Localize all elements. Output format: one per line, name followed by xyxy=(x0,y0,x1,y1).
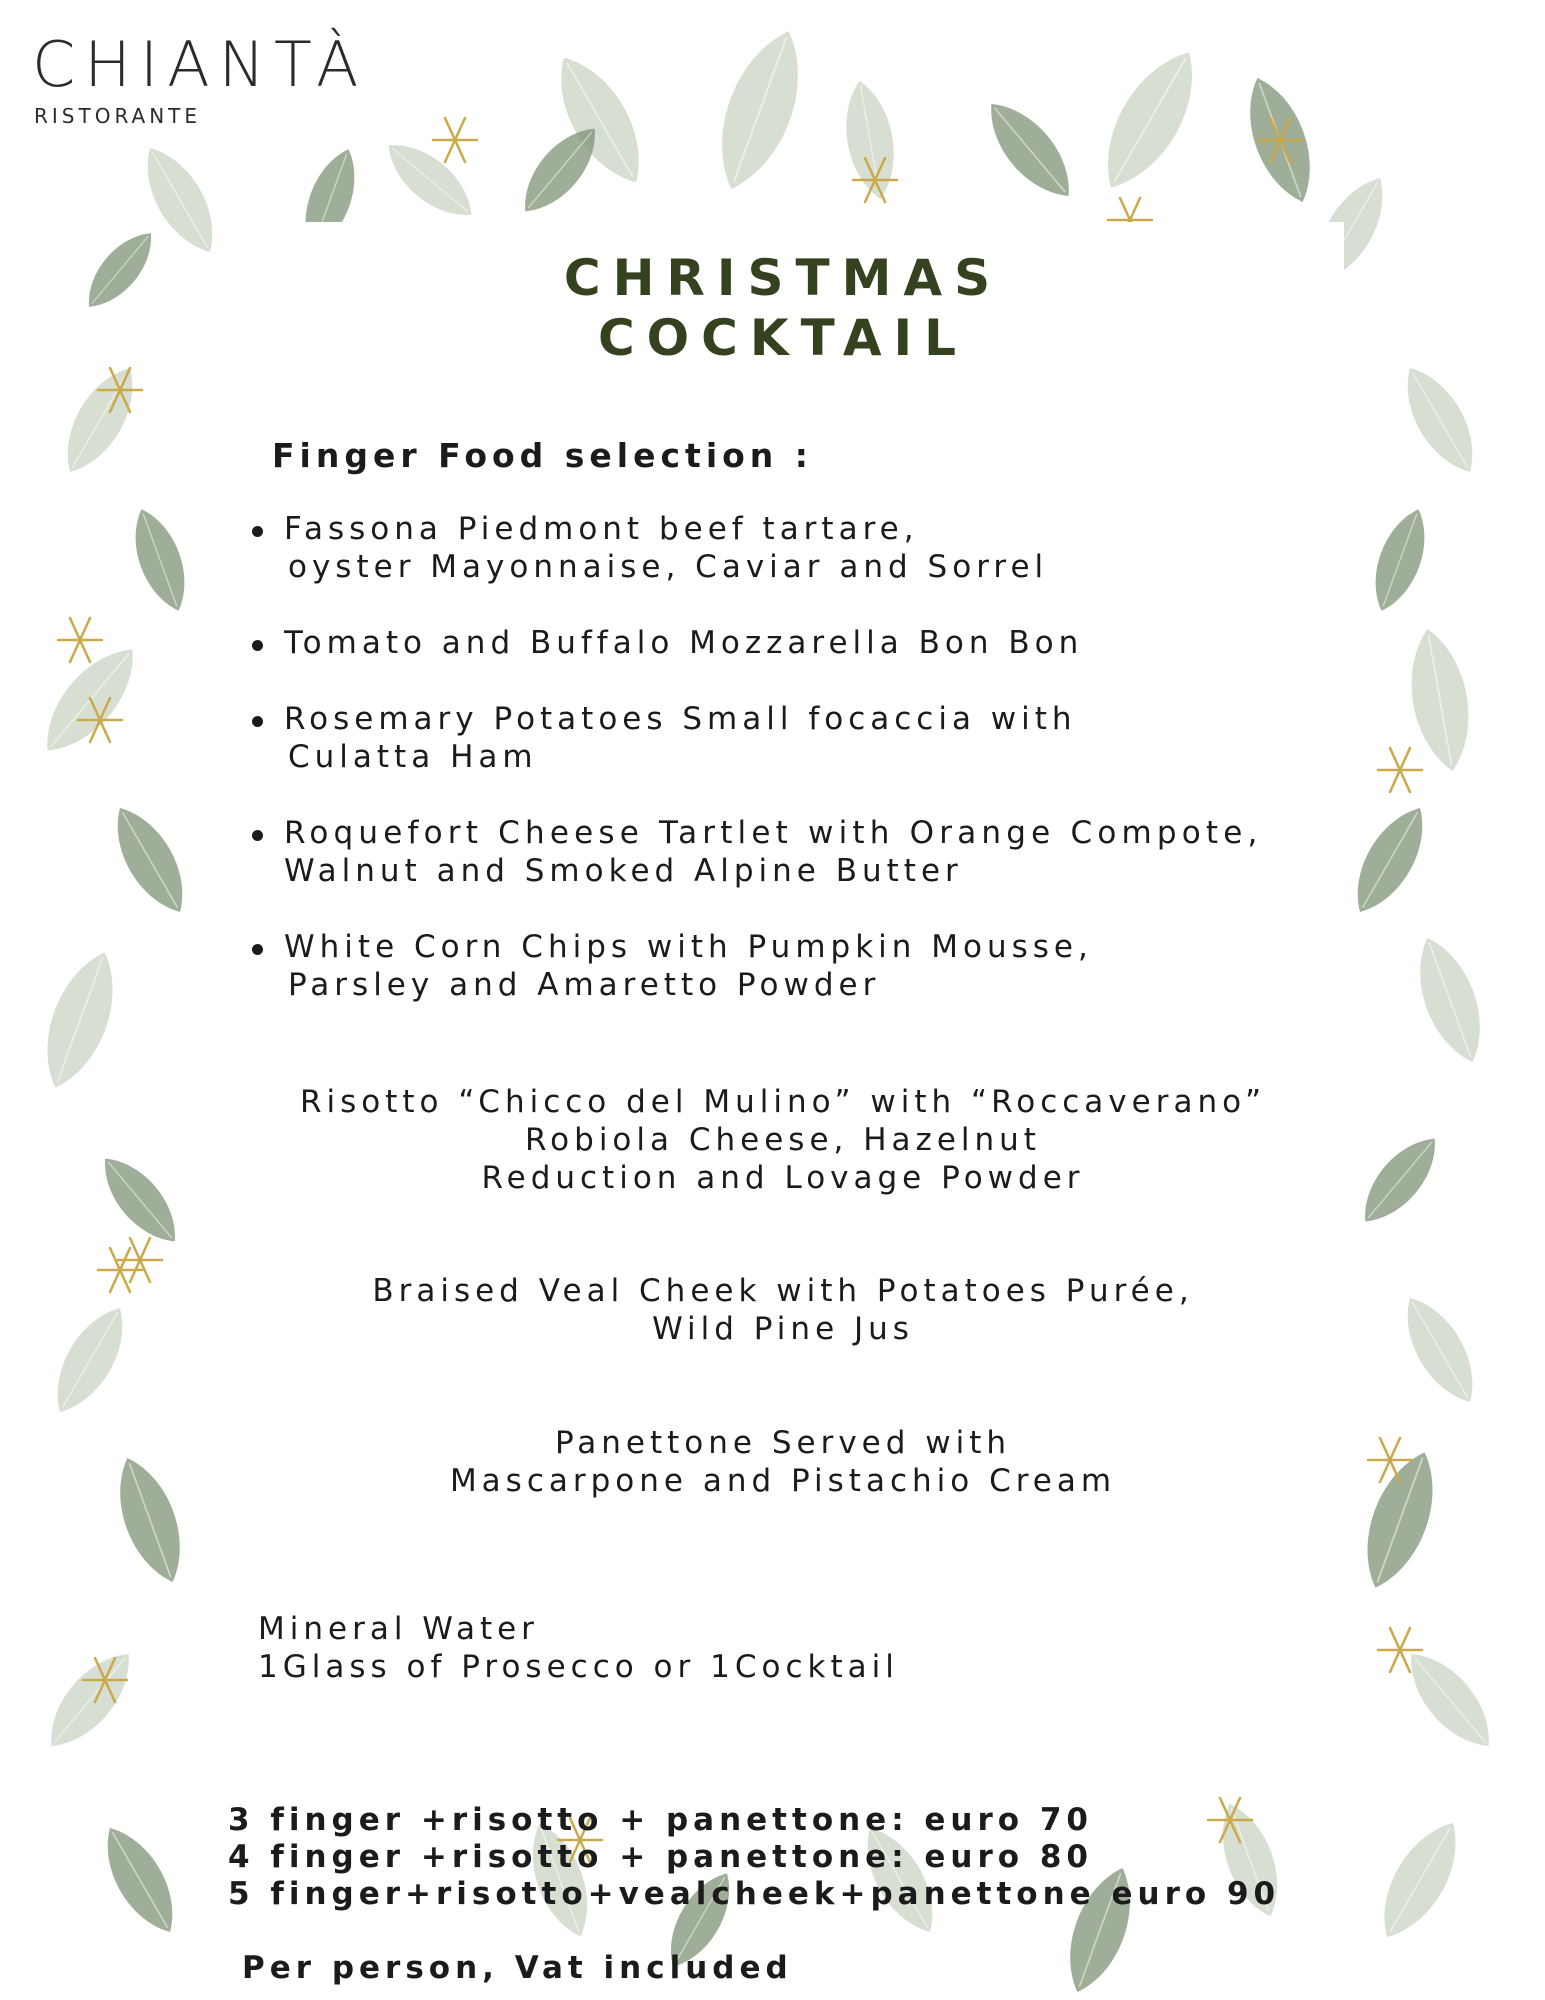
gold-star-icon xyxy=(1378,748,1422,792)
logo-subtitle: RISTORANTE xyxy=(34,104,202,128)
leaf-shape xyxy=(1391,1287,1490,1413)
leaf-shape xyxy=(30,943,130,1097)
leaf-shape xyxy=(1366,1810,1475,1949)
leaf-shape xyxy=(91,1817,190,1943)
dish-line: Walnut and Smoked Alpine Butter xyxy=(284,853,963,889)
leaf-shape xyxy=(123,502,198,617)
vat-note: Per person, Vat included xyxy=(242,1950,793,1986)
bullet-icon xyxy=(252,640,263,651)
leaf-shape xyxy=(1404,930,1496,1071)
leaf-shape xyxy=(90,1146,190,1255)
leaf-shape xyxy=(702,20,819,199)
dish-line: oyster Mayonnaise, Caviar and Sorrel xyxy=(288,549,1049,585)
leaf-shape xyxy=(376,130,485,230)
finger-food-heading: Finger Food selection : xyxy=(272,436,813,475)
price-line: 3 finger +risotto + panettone: euro 70 xyxy=(228,1802,1094,1838)
price-list xyxy=(228,1802,1280,1913)
leaf-shape xyxy=(41,1297,140,1423)
restaurant-logo xyxy=(32,28,382,128)
gold-star-icon xyxy=(118,1238,162,1282)
course-line: Braised Veal Cheek with Potatoes Purée, xyxy=(372,1273,1194,1309)
finger-food-list xyxy=(248,510,1348,1042)
price-line: 5 finger+risotto+vealcheek+panettone euro 90 xyxy=(228,1876,1281,1912)
leaf-shape xyxy=(1394,1640,1506,1761)
dish-line: Parsley and Amaretto Powder xyxy=(288,967,881,1003)
bullet-icon xyxy=(252,830,263,841)
leaf-shape xyxy=(101,797,200,923)
leaf-shape xyxy=(51,357,150,483)
leaf-shape xyxy=(75,222,164,319)
course-line: Panettone Served with xyxy=(554,1425,1012,1461)
drink-line: 1Glass of Prosecco or 1Cocktail xyxy=(258,1649,899,1685)
list-item xyxy=(248,510,1348,586)
menu-title-line-2: COCKTAIL xyxy=(597,309,969,367)
leaf-shape xyxy=(1391,357,1490,483)
drinks-section xyxy=(258,1610,899,1686)
dish-line: White Corn Chips with Pumpkin Mousse, xyxy=(284,929,1093,965)
main-course xyxy=(222,1272,1344,1348)
bullet-icon xyxy=(252,944,263,955)
list-item xyxy=(248,814,1348,890)
dish-line: Roquefort Cheese Tartlet with Orange Compote, xyxy=(284,815,1263,851)
leaf-shape xyxy=(1401,624,1479,775)
leaf-shape xyxy=(1086,38,1215,202)
logo-wordmark: CHIANTÀ xyxy=(32,28,368,101)
course-line: Mascarpone and Pistachio Cream xyxy=(449,1463,1117,1499)
drink-line: Mineral Water xyxy=(258,1611,539,1647)
leaf-shape xyxy=(1350,1126,1450,1235)
course-line: Reduction and Lovage Powder xyxy=(481,1160,1085,1196)
list-item xyxy=(248,700,1348,776)
leaf-shape xyxy=(1350,1443,1450,1597)
dessert-course xyxy=(222,1424,1344,1500)
bullet-icon xyxy=(252,716,263,727)
course-line: Robiola Cheese, Hazelnut xyxy=(525,1122,1041,1158)
risotto-course xyxy=(222,1083,1344,1197)
leaf-shape xyxy=(837,77,902,203)
dish-line: Fassona Piedmont beef tartare, xyxy=(284,511,919,547)
bullet-icon xyxy=(252,526,263,537)
leaf-shape xyxy=(1363,502,1438,617)
leaf-shape xyxy=(34,1640,146,1761)
price-line: 4 finger +risotto + panettone: euro 80 xyxy=(228,1839,1094,1875)
gold-star-icon xyxy=(433,118,477,162)
leaf-shape xyxy=(974,90,1086,211)
leaf-shape xyxy=(104,1450,196,1591)
gold-star-icon xyxy=(58,618,102,662)
menu-title-line-1: CHRISTMAS xyxy=(563,249,1003,307)
dish-line: Tomato and Buffalo Mozzarella Bon Bon xyxy=(284,625,1084,661)
list-item xyxy=(248,624,1348,662)
course-line: Wild Pine Jus xyxy=(652,1311,914,1347)
dish-line: Culatta Ham xyxy=(288,739,538,775)
list-item xyxy=(248,928,1348,1004)
leaf-shape xyxy=(1341,797,1440,923)
course-line: Risotto “Chicco del Mulino” with “Roccaverano” xyxy=(299,1084,1267,1120)
dish-line: Rosemary Potatoes Small focaccia with xyxy=(284,701,1077,737)
